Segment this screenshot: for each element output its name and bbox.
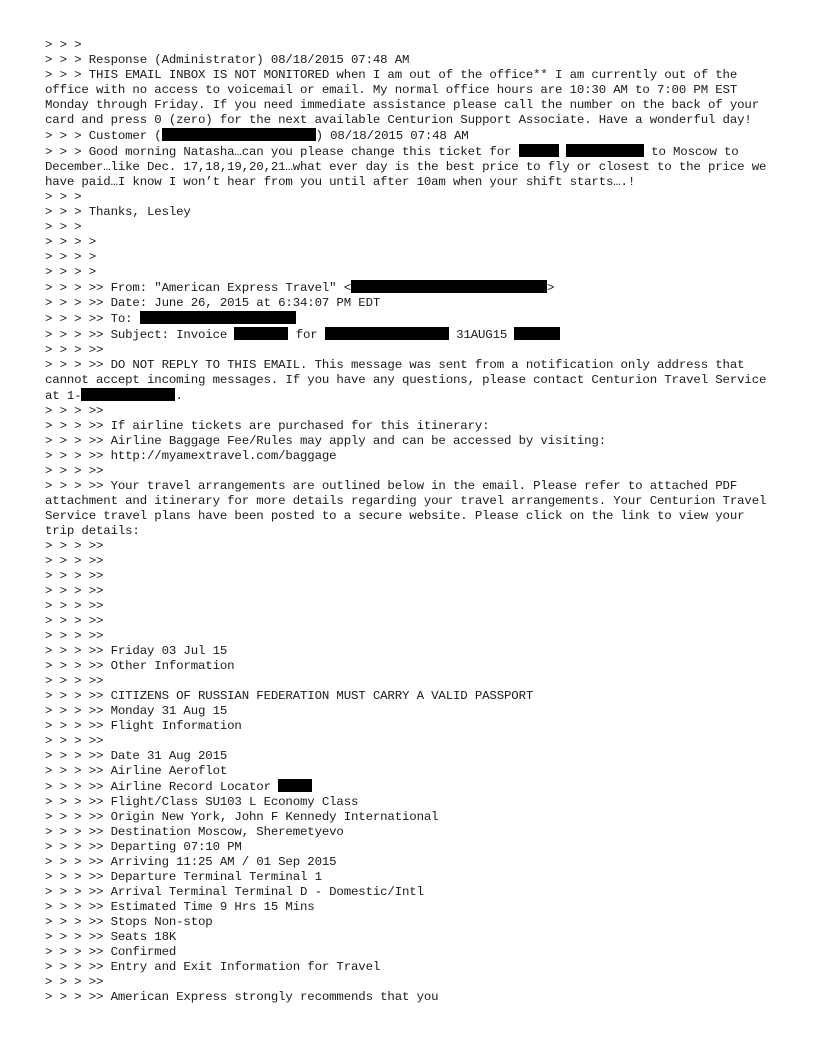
email-line: > > > >> xyxy=(45,614,104,628)
email-line xyxy=(45,327,775,343)
redaction-block xyxy=(278,779,312,792)
email-line: > > > >> Origin New York, John F Kennedy International xyxy=(45,810,439,824)
email-line: > > > >> xyxy=(45,343,104,357)
line-text: 31AUG15 xyxy=(448,328,515,342)
line-text: > > > Good morning Natasha…can you please change this ticket for xyxy=(45,145,519,159)
line-text: > > > Customer ( xyxy=(45,129,162,143)
email-line: > > > >> xyxy=(45,584,104,598)
line-text: > > > >> DO NOT REPLY TO THIS EMAIL. This message was sent from a notification only address that cannot accept incoming messages. If you have any questions, please contact Centurion Travel Service at 1- xyxy=(45,358,774,403)
email-line: > > > >> xyxy=(45,629,104,643)
email-line: > > > >> Date: June 26, 2015 at 6:34:07 PM EDT xyxy=(45,296,381,310)
email-line xyxy=(45,280,775,296)
line-text: ) 08/18/2015 07:48 AM xyxy=(315,129,469,143)
line-text: for xyxy=(288,328,325,342)
email-line: > > > >> Destination Moscow, Sheremetyevo xyxy=(45,825,344,839)
email-thread-document xyxy=(45,38,775,1005)
email-line: > > > >> xyxy=(45,464,104,478)
email-line: > > > >> Arriving 11:25 AM / 01 Sep 2015 xyxy=(45,855,337,869)
email-line: > > > xyxy=(45,38,82,52)
redaction-block xyxy=(325,327,449,340)
email-line: > > > >> Departure Terminal Terminal 1 xyxy=(45,870,322,884)
email-line xyxy=(45,311,775,327)
line-text: > xyxy=(547,281,555,295)
email-line: > > > >> xyxy=(45,674,104,688)
email-line: > > > >> Monday 31 Aug 15 xyxy=(45,704,228,718)
email-line: > > > >> Other Information xyxy=(45,659,235,673)
redaction-block xyxy=(81,388,175,401)
line-text: > > > >> Airline Record Locator xyxy=(45,780,279,794)
email-line: > > > xyxy=(45,220,82,234)
email-line: > > > >> Airline Aeroflot xyxy=(45,764,228,778)
email-line: > > > >> Arrival Terminal Terminal D - Domestic/Intl xyxy=(45,885,424,899)
email-line: > > > >> Departing 07:10 PM xyxy=(45,840,242,854)
redaction-block xyxy=(351,280,547,293)
email-line xyxy=(45,779,775,795)
email-line: > > > >> CITIZENS OF RUSSIAN FEDERATION MUST CARRY A VALID PASSPORT xyxy=(45,689,534,703)
redaction-block xyxy=(519,144,559,157)
email-line: > > > Thanks, Lesley xyxy=(45,205,191,219)
email-line: > > > THIS EMAIL INBOX IS NOT MONITORED when I am out of the office** I am currently out of the office with no access to voicemail or email. My normal office hours are 10:30 AM to 7:00 PM EST Monday through Friday. If you need immediate assistance please call the number on the back of your card and press 0 (zero) for the next available Centurion Support Associate. Have a wonderful day! xyxy=(45,68,767,127)
email-line: > > > > xyxy=(45,250,96,264)
email-line: > > > >> Date 31 Aug 2015 xyxy=(45,749,228,763)
line-text: > > > >> Subject: Invoice xyxy=(45,328,235,342)
redaction-block xyxy=(140,311,296,324)
email-line: > > > >> Your travel arrangements are outlined below in the email. Please refer to attached PDF attachment and itinerary for more details regarding your travel arrangements. Your Centurion Travel Service travel plans have been posted to a secure website. Please click on the link to view your trip details: xyxy=(45,479,774,538)
email-line: > > > >> Estimated Time 9 Hrs 15 Mins xyxy=(45,900,315,914)
line-text: to Moscow to December…like Dec. 17,18,19,20,21…what ever day is the best price to fly or closest to the price we have paid…I know I won’t hear from you until after 10am when your shift starts….! xyxy=(45,145,774,189)
redaction-block xyxy=(566,144,644,157)
email-line: > > > >> Flight/Class SU103 L Economy Class xyxy=(45,795,359,809)
line-text xyxy=(559,145,566,159)
email-line: > > > >> xyxy=(45,975,104,989)
email-line xyxy=(45,144,775,190)
email-line: > > > >> Seats 18K xyxy=(45,930,177,944)
email-line: > > > > xyxy=(45,265,96,279)
email-line: > > > >> Airline Baggage Fee/Rules may apply and can be accessed by visiting: xyxy=(45,434,606,448)
line-text: > > > >> From: "American Express Travel" < xyxy=(45,281,351,295)
email-line: > > > >> Stops Non-stop xyxy=(45,915,213,929)
email-line: > > > >> xyxy=(45,539,104,553)
line-text: . xyxy=(175,389,183,403)
email-line: > > > >> xyxy=(45,734,104,748)
email-line xyxy=(45,128,775,144)
redaction-block xyxy=(234,327,288,340)
email-line: > > > >> xyxy=(45,404,104,418)
email-line: > > > >> American Express strongly recommends that you xyxy=(45,990,439,1004)
email-line: > > > >> If airline tickets are purchased for this itinerary: xyxy=(45,419,490,433)
email-line: > > > > xyxy=(45,235,96,249)
email-line: > > > >> Flight Information xyxy=(45,719,242,733)
email-line: > > > xyxy=(45,190,82,204)
email-line: > > > >> xyxy=(45,569,104,583)
redaction-block xyxy=(514,327,560,340)
line-text: > > > >> To: xyxy=(45,312,140,326)
email-line: > > > >> http://myamextravel.com/baggage xyxy=(45,449,337,463)
redaction-block xyxy=(162,128,316,141)
email-line: > > > >> xyxy=(45,599,104,613)
email-line: > > > >> Confirmed xyxy=(45,945,177,959)
email-line: > > > >> Entry and Exit Information for Travel xyxy=(45,960,381,974)
email-line: > > > Response (Administrator) 08/18/2015 07:48 AM xyxy=(45,53,410,67)
email-line: > > > >> xyxy=(45,554,104,568)
email-line: > > > >> Friday 03 Jul 15 xyxy=(45,644,228,658)
email-line xyxy=(45,358,775,404)
